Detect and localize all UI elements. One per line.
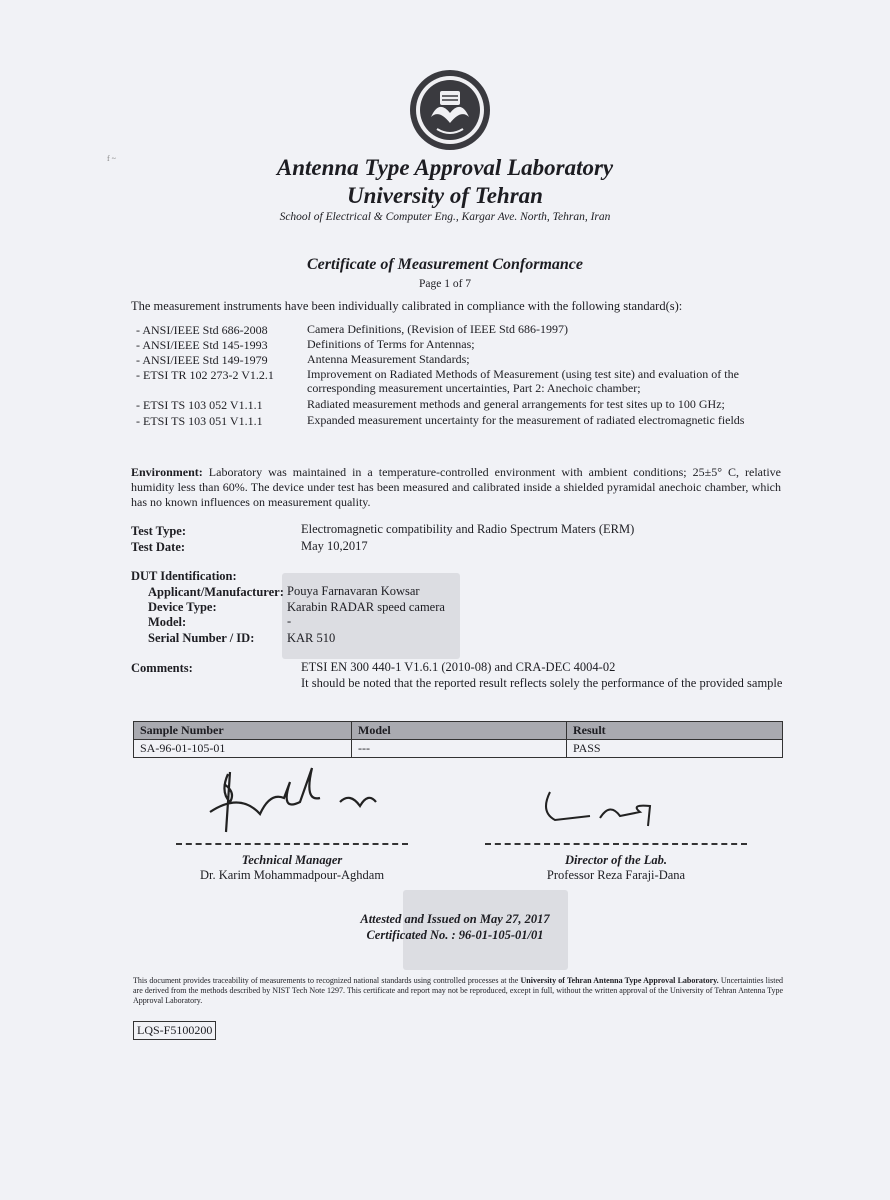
technical-manager-role: Technical Manager xyxy=(241,853,343,867)
serial-value: KAR 510 xyxy=(287,631,336,645)
standard-desc: Improvement on Radiated Methods of Measurement (using test site) and evaluation of the corresponding measurement uncertainties, Part 2: Anechoic chamber; xyxy=(307,367,739,395)
table-row xyxy=(134,740,783,758)
technical-manager-name: Dr. Karim Mohammadpour-Aghdam xyxy=(199,868,385,882)
applicant-value: Pouya Farnavaran Kowsar xyxy=(287,584,420,598)
sample-number-cell: SA-96-01-105-01 xyxy=(134,740,352,758)
device-type-label: Device Type: xyxy=(148,600,217,614)
test-date-label: Test Date: xyxy=(131,540,186,554)
comments-label: Comments: xyxy=(131,661,193,675)
director-role: Director of the Lab. xyxy=(564,853,668,867)
column-header: Result xyxy=(567,722,783,740)
certificate-number: Certificated No. : 96-01-105-01/01 xyxy=(366,928,544,942)
standard-desc: Definitions of Terms for Antennas; xyxy=(307,337,475,351)
university-seal-logo xyxy=(409,69,491,151)
environment-text: Laboratory was maintained in a temperature-controlled environment with ambient conditions; 25±5° C, relative humidity less than 60%. The device under test has been measured and calibrated inside a shielded pyramidal anechoic chamber, which has no known influences on measurement quality. xyxy=(131,465,781,509)
model-cell: --- xyxy=(352,740,567,758)
attested-date: Attested and Issued on May 27, 2017 xyxy=(360,912,550,926)
result-cell: PASS xyxy=(567,740,783,758)
column-header: Sample Number xyxy=(134,722,352,740)
standard-desc: Camera Definitions, (Revision of IEEE Std 686-1997) xyxy=(307,322,568,336)
applicant-label: Applicant/Manufacturer: xyxy=(148,585,284,599)
test-date-value: May 10,2017 xyxy=(301,539,368,553)
intro-text: The measurement instruments have been individually calibrated in compliance with the following standard(s): xyxy=(131,299,683,313)
lab-name: Antenna Type Approval Laboratory xyxy=(276,155,614,180)
standard-code: - ANSI/IEEE Std 686-2008 xyxy=(136,323,268,337)
form-code: LQS-F5100200 xyxy=(133,1021,216,1040)
comments-line1: ETSI EN 300 440-1 V1.6.1 (2010-08) and CRA-DEC 4004-02 xyxy=(301,660,616,674)
comments-line2: It should be noted that the reported result reflects solely the performance of the provided sample xyxy=(301,676,783,690)
page-indicator: Page 1 of 7 xyxy=(418,278,472,290)
certificate-title: Certificate of Measurement Conformance xyxy=(307,256,583,273)
test-type-value: Electromagnetic compatibility and Radio Spectrum Maters (ERM) xyxy=(301,522,635,536)
director-signature xyxy=(530,782,680,832)
margin-mark: f ~ xyxy=(107,154,116,163)
standard-desc: Antenna Measurement Standards; xyxy=(307,352,470,366)
footer-note xyxy=(133,976,783,1006)
director-name: Professor Reza Faraji-Dana xyxy=(546,868,686,882)
footer-lab-name: University of Tehran Antenna Type Approval Laboratory. xyxy=(520,976,719,985)
standard-code: - ETSI TS 103 052 V1.1.1 xyxy=(136,398,263,412)
standard-code: - ANSI/IEEE Std 145-1993 xyxy=(136,338,268,352)
standard-code: - ETSI TR 102 273-2 V1.2.1 xyxy=(136,368,274,382)
signature-line xyxy=(176,843,408,845)
device-type-value: Karabin RADAR speed camera xyxy=(287,600,445,614)
column-header: Model xyxy=(352,722,567,740)
footer-text: This document provides traceability of measurements to recognized national standards using controlled processes at the xyxy=(133,976,521,985)
technical-manager-signature xyxy=(200,762,400,842)
serial-label: Serial Number / ID: xyxy=(148,631,255,645)
model-label: Model: xyxy=(148,615,187,629)
standard-code: - ANSI/IEEE Std 149-1979 xyxy=(136,353,268,367)
university-name: University of Tehran xyxy=(347,183,543,208)
environment-paragraph xyxy=(131,465,781,510)
results-header-row xyxy=(134,722,783,740)
footer-text: Uncertainties listed are derived from the methods described by NIST Tech Note 1297. This certificate and report may not be reproduced, except in full, without the written approval of the University of Tehran Antenna Type Approval Laboratory. xyxy=(133,976,784,1005)
results-table xyxy=(133,721,783,758)
standard-desc: Radiated measurement methods and general arrangements for test sites up to 100 GHz; xyxy=(307,397,725,411)
model-value: - xyxy=(287,614,292,628)
signature-line xyxy=(485,843,747,845)
test-type-label: Test Type: xyxy=(131,524,186,538)
dut-label: DUT Identification: xyxy=(131,569,237,583)
address: School of Electrical & Computer Eng., Kargar Ave. North, Tehran, Iran xyxy=(279,211,611,223)
standard-code: - ETSI TS 103 051 V1.1.1 xyxy=(136,414,263,428)
environment-label: Environment: xyxy=(131,465,203,479)
standard-desc: Expanded measurement uncertainty for the measurement of radiated electromagnetic fields xyxy=(307,413,745,427)
